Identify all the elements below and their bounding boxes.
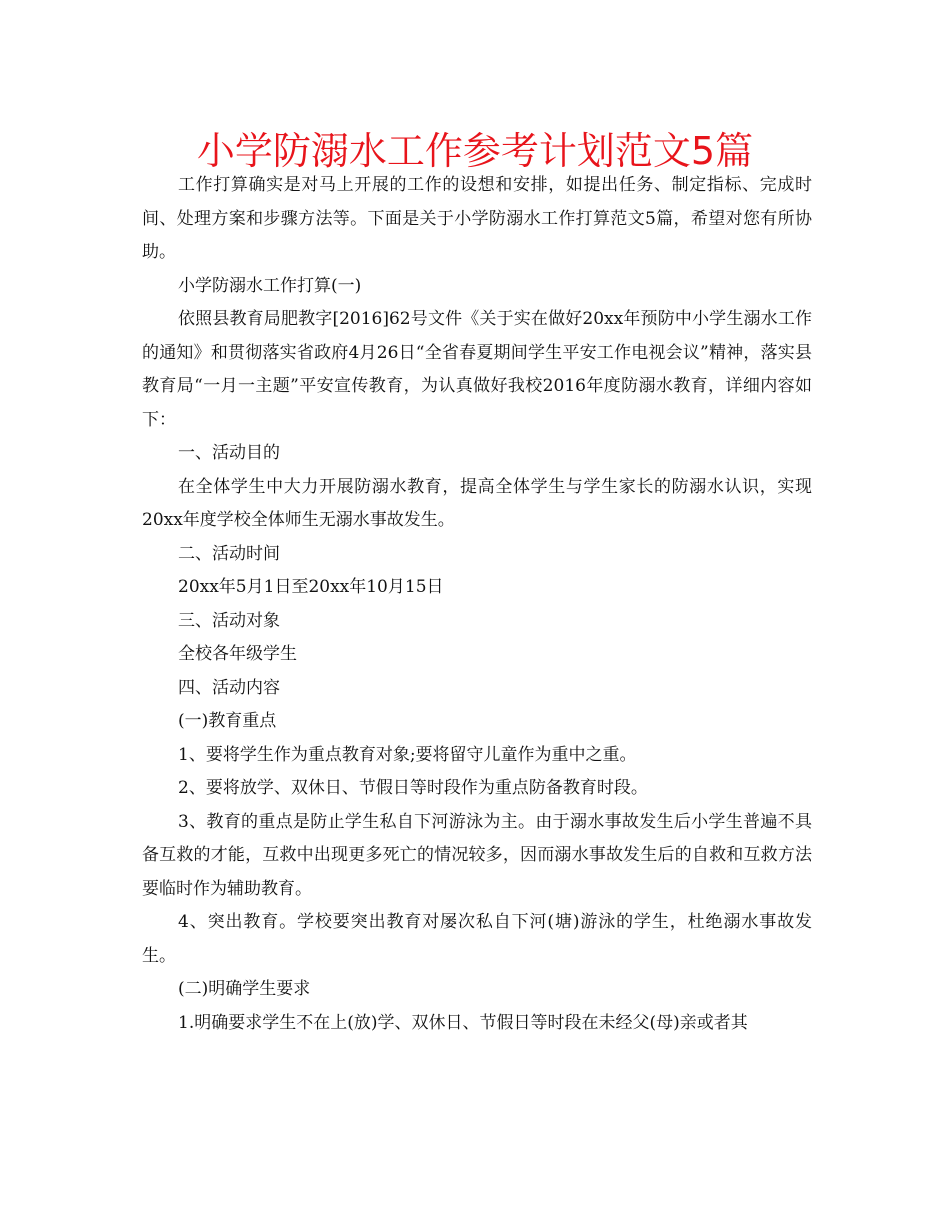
paragraph-audience: 全校各年级学生 bbox=[178, 644, 297, 664]
paragraph-time: 20xx年5月1日至20xx年10月15日 bbox=[178, 577, 444, 597]
list-item-2: 2、要将放学、双休日、节假日等时段作为重点防备教育时段。 bbox=[178, 778, 648, 798]
paragraph-purpose: 在全体学生中大力开展防溺水教育，提高全体学生与学生家长的防溺水认识，实现20xx年度学校全体师生无溺水事故发生。 bbox=[142, 476, 812, 530]
list-item-3: 3、教育的重点是防止学生私自下河游泳为主。由于溺水事故发生后小学生普遍不具备互救的才能，互救中出现更多死亡的情况较多，因而溺水事故发生后的自救和互救方法要临时作为辅助教育。 bbox=[142, 811, 812, 899]
document-title: 小学防溺水工作参考计划范文5篇 bbox=[196, 129, 754, 173]
document-body bbox=[142, 169, 812, 1040]
subheading-focus: (一)教育重点 bbox=[178, 711, 277, 731]
paragraph-intro: 工作打算确实是对马上开展的工作的设想和安排，如提出任务、制定指标、完成时间、处理方案和步骤方法等。下面是关于小学防溺水工作打算范文5篇，希望对您有所协助。 bbox=[142, 175, 812, 262]
section-heading-time: 二、活动时间 bbox=[178, 543, 280, 564]
list-item-1: 1、要将学生作为重点教育对象;要将留守儿童作为重中之重。 bbox=[178, 744, 637, 765]
paragraph-basis: 依照县教育局肥教字[2016]62号文件《关于实在做好20xx年预防中小学生溺水工作的通知》和贯彻落实省政府4月26日“全省春夏期间学生平安工作电视会议”精神，落实县教育局“一月一主题”平安宣传教育，为认真做好我校2016年度防溺水教育，详细内容如下： bbox=[142, 309, 812, 430]
subheading-requirements: (二)明确学生要求 bbox=[178, 979, 311, 999]
section-heading-content: 四、活动内容 bbox=[178, 677, 280, 698]
section-heading-purpose: 一、活动目的 bbox=[178, 443, 280, 463]
list-item-4: 4、突出教育。学校要突出教育对屡次私自下河(塘)游泳的学生，杜绝溺水事故发生。 bbox=[142, 912, 812, 966]
list-item-req-1: 1.明确要求学生不在上(放)学、双休日、节假日等时段在未经父(母)亲或者其 bbox=[178, 1012, 748, 1033]
section-heading-plan-1: 小学防溺水工作打算(一) bbox=[178, 275, 362, 296]
section-heading-audience: 三、活动对象 bbox=[178, 610, 280, 631]
